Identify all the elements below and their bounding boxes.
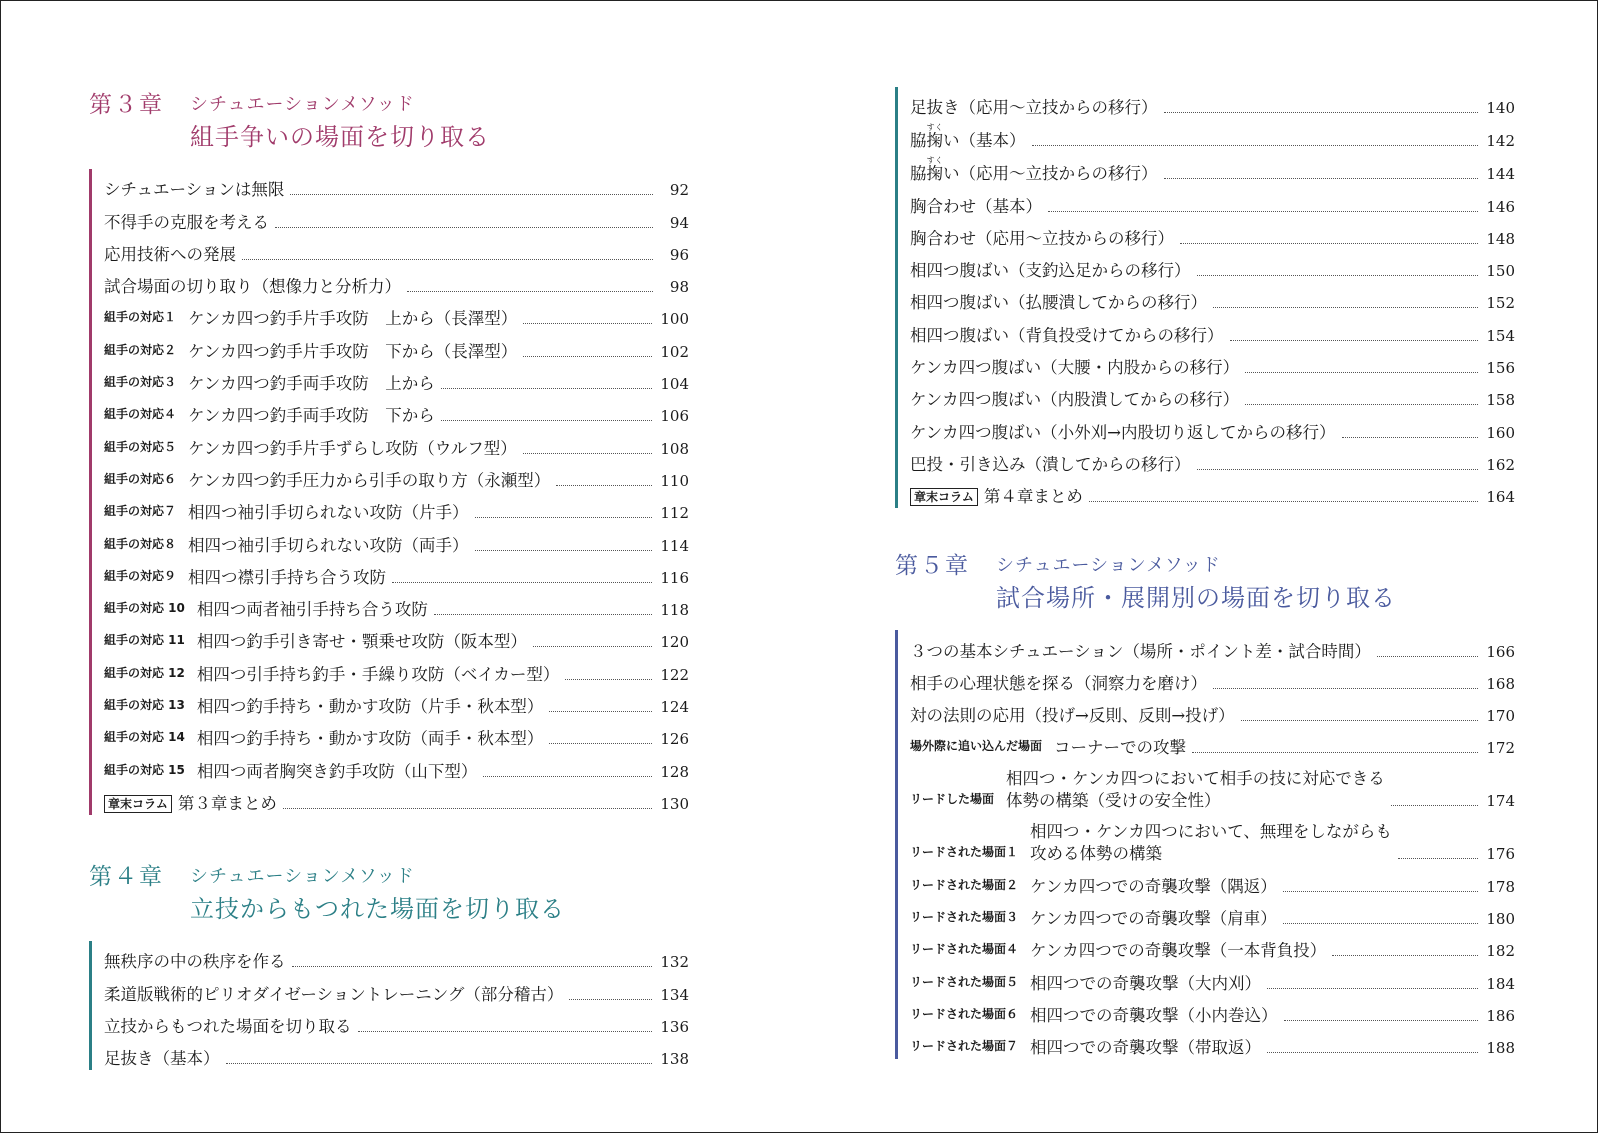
- chapter-number: 第５章: [895, 553, 970, 580]
- toc-entry[interactable]: [910, 812, 1515, 865]
- dot-leader: [292, 966, 653, 967]
- dot-leader: [1197, 275, 1479, 276]
- entry-title: ケンカ四つでの奇襲攻撃（隅返）: [1030, 876, 1277, 896]
- page-number: 132: [660, 953, 689, 972]
- entry-label: リードされた場面４: [910, 942, 1019, 957]
- entry-label: リードされた場面５: [910, 974, 1019, 989]
- dot-leader: [1164, 112, 1479, 113]
- dot-leader: [283, 808, 652, 809]
- toc-entry[interactable]: [104, 427, 689, 459]
- dot-leader: [533, 646, 652, 647]
- page-number: 92: [669, 181, 689, 200]
- entry-title: 相四つ引手持ち釣手・手繰り攻防（ベイカー型）: [196, 664, 560, 684]
- toc-entry[interactable]: [104, 395, 689, 427]
- entry-title: ケンカ四つでの奇襲攻撃（肩車）: [1030, 909, 1277, 929]
- dot-leader: [1197, 469, 1479, 470]
- dot-leader: [1391, 805, 1479, 806]
- page-number: 120: [660, 633, 689, 652]
- dot-leader: [549, 743, 652, 744]
- entry-list: [89, 941, 689, 1070]
- page-number: 134: [660, 985, 689, 1004]
- entry-title: 胸合わせ（応用〜立技からの移行）: [910, 228, 1174, 248]
- toc-entry[interactable]: [104, 234, 689, 266]
- toc-entry[interactable]: [910, 695, 1515, 727]
- entry-title: 相四つ襟引手持ち合う攻防: [188, 567, 387, 587]
- page-number: 180: [1486, 910, 1515, 929]
- dot-leader: [1241, 720, 1479, 721]
- entry-title: 試合場面の切り取り（想像力と分析力）: [104, 277, 401, 297]
- page-number: 138: [660, 1050, 689, 1069]
- dot-leader: [1230, 340, 1479, 341]
- dot-leader: [1048, 211, 1478, 212]
- ruby-annotation: 掬すく: [926, 156, 943, 184]
- entry-list-continued: [895, 87, 1515, 508]
- entry-title: 相四つでの奇襲攻撃（帯取返）: [1030, 1038, 1262, 1058]
- chapter-title: 組手争いの場面を切り取る: [190, 123, 490, 151]
- toc-entry[interactable]: [910, 663, 1515, 695]
- entry-title: 相四つ・ケンカ四つにおいて、無理をしながらも 攻める体勢の構築: [1030, 822, 1392, 864]
- page-number: 176: [1486, 845, 1515, 864]
- toc-entry[interactable]: [104, 524, 689, 556]
- entry-list: [89, 169, 689, 815]
- page-number: 130: [660, 794, 689, 813]
- page-number: 144: [1486, 165, 1515, 184]
- page-number: 156: [1486, 359, 1515, 378]
- column-entry[interactable]: [104, 783, 689, 815]
- page-number: 154: [1486, 326, 1515, 345]
- entry-title: ケンカ四つ釣手両手攻防 上から: [188, 374, 435, 394]
- page-number: 186: [1486, 1006, 1515, 1025]
- dot-leader: [441, 388, 653, 389]
- page-number: 174: [1486, 792, 1515, 811]
- toc-entry[interactable]: [104, 298, 689, 330]
- dot-leader: [569, 999, 652, 1000]
- entry-label: 場外際に追い込んだ場面: [910, 739, 1043, 754]
- dot-leader: [1089, 501, 1478, 502]
- page-number: 108: [660, 439, 689, 458]
- toc-entry[interactable]: [910, 865, 1515, 897]
- entry-title: ケンカ四つ腹ばい（小外刈→内股切り返してからの移行）: [910, 422, 1336, 442]
- entry-title: 相四つ釣手持ち・動かす攻防（片手・秋本型）: [196, 697, 544, 717]
- toc-entry[interactable]: [104, 589, 689, 621]
- dot-leader: [523, 356, 652, 357]
- page-number: 104: [660, 375, 689, 394]
- toc-entry[interactable]: [104, 330, 689, 362]
- toc-entry[interactable]: [104, 686, 689, 718]
- dot-leader: [441, 420, 653, 421]
- dot-leader: [523, 323, 652, 324]
- page-number: 170: [1486, 707, 1515, 726]
- toc-entry[interactable]: [104, 621, 689, 653]
- toc-entry[interactable]: [104, 653, 689, 685]
- toc-entry[interactable]: [910, 411, 1515, 443]
- page-number: 162: [1486, 455, 1515, 474]
- toc-entry[interactable]: [910, 1027, 1515, 1059]
- entry-title: ケンカ四つ腹ばい（大腰・内股からの移行）: [910, 358, 1240, 378]
- entry-title: 相四つ釣手持ち・動かす攻防（両手・秋本型）: [196, 729, 544, 749]
- page-number: 148: [1486, 229, 1515, 248]
- chapter-4: [89, 863, 689, 1070]
- entry-title: 相四つでの奇襲攻撃（小内巻込）: [1030, 1005, 1278, 1025]
- dot-leader: [1164, 178, 1479, 179]
- dot-leader: [392, 582, 652, 583]
- dot-leader: [475, 550, 653, 551]
- toc-entry[interactable]: [910, 152, 1515, 185]
- dot-leader: [226, 1063, 653, 1064]
- entry-title: 相四つ両者胸突き釣手攻防（山下型）: [196, 761, 478, 781]
- page-number: 182: [1486, 942, 1515, 961]
- toc-entry[interactable]: [104, 718, 689, 750]
- page-number: 98: [669, 278, 689, 297]
- chapter-heading: [895, 552, 1515, 616]
- entry-list: [895, 630, 1515, 1059]
- dot-leader: [242, 259, 653, 260]
- entry-title: 相四つ腹ばい（支釣込足からの移行）: [910, 261, 1191, 281]
- page-number: 184: [1486, 974, 1515, 993]
- dot-leader: [1284, 1020, 1479, 1021]
- entry-label: 組手の対応 11: [104, 633, 185, 648]
- dot-leader: [1032, 145, 1479, 146]
- toc-entry[interactable]: [104, 1038, 689, 1070]
- page-number: 96: [669, 245, 689, 264]
- entry-title: 脇掬すくい（応用〜立技からの移行）: [910, 156, 1158, 184]
- page-number: 118: [660, 601, 689, 620]
- toc-entry[interactable]: [104, 460, 689, 492]
- dot-leader: [1245, 372, 1478, 373]
- entry-label: リードされた場面３: [910, 910, 1019, 925]
- page-number: 124: [660, 698, 689, 717]
- entry-label: リードされた場面１: [910, 845, 1019, 860]
- dot-leader: [1283, 891, 1479, 892]
- furigana: すく: [926, 123, 943, 133]
- toc-entry[interactable]: [910, 898, 1515, 930]
- page-number: 178: [1486, 877, 1515, 896]
- entry-title: 立技からもつれた場面を切り取る: [104, 1016, 352, 1036]
- dot-leader: [549, 711, 652, 712]
- entry-label: リードした場面: [910, 792, 995, 807]
- toc-entry[interactable]: [910, 379, 1515, 411]
- ruby-annotation: 掬すく: [926, 123, 943, 151]
- dot-leader: [565, 679, 652, 680]
- entry-title: ケンカ四つ釣手片手ずらし攻防（ウルフ型）: [188, 438, 517, 458]
- entry-label: 組手の対応８: [104, 536, 177, 551]
- entry-title: コーナーでの攻撃: [1054, 738, 1187, 758]
- furigana: すく: [926, 156, 943, 166]
- dot-leader: [1342, 437, 1479, 438]
- page-number: 110: [660, 471, 689, 490]
- dot-leader: [1332, 955, 1478, 956]
- page-number: 146: [1486, 197, 1515, 216]
- chapter-subtitle: シチュエーションメソッド: [190, 865, 415, 887]
- page-number: 116: [660, 568, 689, 587]
- chapter-number: 第３章: [89, 92, 164, 118]
- chapter-subtitle: シチュエーションメソッド: [996, 555, 1221, 577]
- chapter-heading: [89, 91, 689, 155]
- entry-label: 組手の対応５: [104, 439, 177, 454]
- page-number: 94: [669, 213, 689, 232]
- toc-entry[interactable]: [910, 250, 1515, 282]
- entry-label: 組手の対応６: [104, 471, 177, 486]
- entry-title: 柔道版戦術的ピリオダイゼーショントレーニング（部分稽古）: [104, 984, 564, 1004]
- page-number: 142: [1486, 132, 1515, 151]
- entry-label: 組手の対応４: [104, 407, 177, 422]
- dot-leader: [1283, 923, 1479, 924]
- entry-label: 組手の対応２: [104, 342, 177, 357]
- page-number: 158: [1486, 391, 1515, 410]
- page-number: 106: [660, 407, 689, 426]
- toc-entry[interactable]: [104, 557, 689, 589]
- toc-entry[interactable]: [910, 185, 1515, 217]
- toc-entry[interactable]: [104, 1006, 689, 1038]
- toc-entry[interactable]: [910, 347, 1515, 379]
- entry-title: 応用技術への発展: [104, 244, 236, 264]
- toc-entry[interactable]: [910, 282, 1515, 314]
- entry-label: 組手の対応９: [104, 568, 177, 583]
- dot-leader: [556, 485, 652, 486]
- dot-leader: [1245, 404, 1478, 405]
- entry-title: 胸合わせ（基本）: [910, 196, 1042, 216]
- toc-entry[interactable]: [910, 87, 1515, 119]
- right-column: [895, 87, 1515, 1059]
- entry-title: 相四つ袖引手切られない攻防（両手）: [188, 535, 469, 555]
- entry-title: ケンカ四つ釣手両手攻防 下から: [188, 406, 435, 426]
- entry-title: 第４章まとめ: [983, 487, 1083, 507]
- page-number: 136: [660, 1017, 689, 1036]
- page-number: 166: [1486, 642, 1515, 661]
- entry-title: ケンカ四つ釣手片手攻防 上から（長澤型）: [188, 309, 518, 329]
- entry-title: 相四つ腹ばい（背負投受けてからの移行）: [910, 325, 1224, 345]
- column-badge: 章末コラム: [104, 795, 172, 813]
- entry-label: 組手の対応 10: [104, 601, 185, 616]
- entry-title: 相手の心理状態を探る（洞察力を磨け）: [910, 673, 1207, 693]
- chapter-title: 試合場所・展開別の場面を切り取る: [996, 584, 1396, 613]
- left-column: [89, 91, 689, 1070]
- dot-leader: [483, 776, 652, 777]
- toc-entry[interactable]: [104, 363, 689, 395]
- dot-leader: [358, 1031, 653, 1032]
- entry-label: リードされた場面６: [910, 1006, 1019, 1021]
- page-number: 140: [1486, 99, 1515, 118]
- entry-title: シチュエーションは無限: [104, 180, 285, 200]
- entry-title: 不得手の克服を考える: [104, 212, 269, 232]
- entry-label: 組手の対応３: [104, 375, 177, 390]
- dot-leader: [475, 517, 653, 518]
- chapter-title: 立技からもつれた場面を切り取る: [190, 894, 565, 923]
- entry-title: 対の法則の応用（投げ→反則、反則→投げ）: [910, 706, 1235, 726]
- page-number: 150: [1486, 262, 1515, 281]
- toc-entry[interactable]: [910, 314, 1515, 346]
- toc-entry[interactable]: [104, 941, 689, 973]
- dot-leader: [290, 194, 653, 195]
- entry-title: 足抜き（基本）: [104, 1049, 220, 1069]
- chapter-subtitle: シチュエーションメソッド: [190, 94, 415, 115]
- toc-entry[interactable]: [104, 750, 689, 782]
- entry-title: 脇掬すくい（基本）: [910, 123, 1026, 151]
- toc-entry[interactable]: [910, 727, 1515, 759]
- toc-entry[interactable]: [910, 995, 1515, 1027]
- page-number: 102: [660, 342, 689, 361]
- dot-leader: [1398, 858, 1478, 859]
- entry-title: 相四つ腹ばい（払腰潰してからの移行）: [910, 293, 1207, 313]
- dot-leader: [1213, 307, 1478, 308]
- entry-title: ケンカ四つでの奇襲攻撃（一本背負投）: [1030, 941, 1327, 961]
- dot-leader: [1267, 1052, 1478, 1053]
- toc-entry[interactable]: [104, 973, 689, 1005]
- entry-label: リードされた場面２: [910, 877, 1019, 892]
- entry-title: 巴投・引き込み（潰してからの移行）: [910, 454, 1191, 474]
- entry-title: 足抜き（応用〜立技からの移行）: [910, 98, 1158, 118]
- entry-label: 組手の対応 13: [104, 698, 185, 713]
- dot-leader: [1377, 656, 1479, 657]
- entry-label: 組手の対応 15: [104, 762, 185, 777]
- toc-entry[interactable]: [910, 119, 1515, 152]
- toc-entry[interactable]: [910, 759, 1515, 812]
- entry-title: ケンカ四つ釣手片手攻防 下から（長澤型）: [188, 341, 518, 361]
- toc-entry[interactable]: [104, 201, 689, 233]
- dot-leader: [407, 291, 653, 292]
- page-number: 172: [1486, 739, 1515, 758]
- toc-entry[interactable]: [910, 218, 1515, 250]
- dot-leader: [1180, 243, 1478, 244]
- page-number: 114: [660, 536, 689, 555]
- entry-title: 相四つでの奇襲攻撃（大内刈）: [1030, 973, 1262, 993]
- entry-title: 相四つ袖引手切られない攻防（片手）: [188, 503, 469, 523]
- page-number: 126: [660, 730, 689, 749]
- dot-leader: [275, 227, 653, 228]
- entry-title: 相四つ両者袖引手持ち合う攻防: [196, 600, 428, 620]
- chapter-3: [89, 91, 689, 815]
- page-number: 122: [660, 665, 689, 684]
- dot-leader: [1267, 988, 1478, 989]
- toc-entry[interactable]: [910, 630, 1515, 662]
- column-badge: 章末コラム: [910, 488, 978, 506]
- page-number: 112: [660, 504, 689, 523]
- entry-label: 組手の対応 14: [104, 730, 185, 745]
- entry-title: ケンカ四つ腹ばい（内股潰してからの移行）: [910, 390, 1240, 410]
- column-entry[interactable]: [910, 476, 1515, 508]
- entry-title: ケンカ四つ釣手圧力から引手の取り方（永瀬型）: [188, 470, 551, 490]
- entry-label: 組手の対応 12: [104, 665, 185, 680]
- dot-leader: [1192, 752, 1478, 753]
- entry-label: 組手の対応７: [104, 504, 177, 519]
- toc-entry[interactable]: [910, 444, 1515, 476]
- entry-label: リードされた場面７: [910, 1039, 1019, 1054]
- page-number: 128: [660, 762, 689, 781]
- entry-title: 無秩序の中の秩序を作る: [104, 952, 286, 972]
- entry-title: 相四つ・ケンカ四つにおいて相手の技に対応できる 体勢の構築（受けの安全性）: [1006, 769, 1385, 811]
- dot-leader: [434, 614, 652, 615]
- chapter-5: [895, 552, 1515, 1059]
- entry-label: 組手の対応１: [104, 310, 177, 325]
- entry-title: 第３章まとめ: [177, 793, 277, 813]
- page-number: 152: [1486, 294, 1515, 313]
- toc-entry[interactable]: [104, 266, 689, 298]
- page-number: 100: [660, 310, 689, 329]
- page-number: 160: [1486, 423, 1515, 442]
- page-number: 188: [1486, 1039, 1515, 1058]
- dot-leader: [1213, 688, 1478, 689]
- toc-entry[interactable]: [104, 169, 689, 201]
- toc-entry[interactable]: [910, 930, 1515, 962]
- entry-title: 相四つ釣手引き寄せ・顎乗せ攻防（阪本型）: [196, 632, 527, 652]
- chapter-heading: [89, 863, 689, 927]
- toc-entry[interactable]: [910, 962, 1515, 994]
- dot-leader: [523, 453, 653, 454]
- toc-entry[interactable]: [104, 492, 689, 524]
- page-number: 168: [1486, 674, 1515, 693]
- chapter-number: 第４章: [89, 863, 164, 890]
- page-number: 164: [1486, 488, 1515, 507]
- entry-title: ３つの基本シチュエーション（場所・ポイント差・試合時間）: [910, 641, 1371, 661]
